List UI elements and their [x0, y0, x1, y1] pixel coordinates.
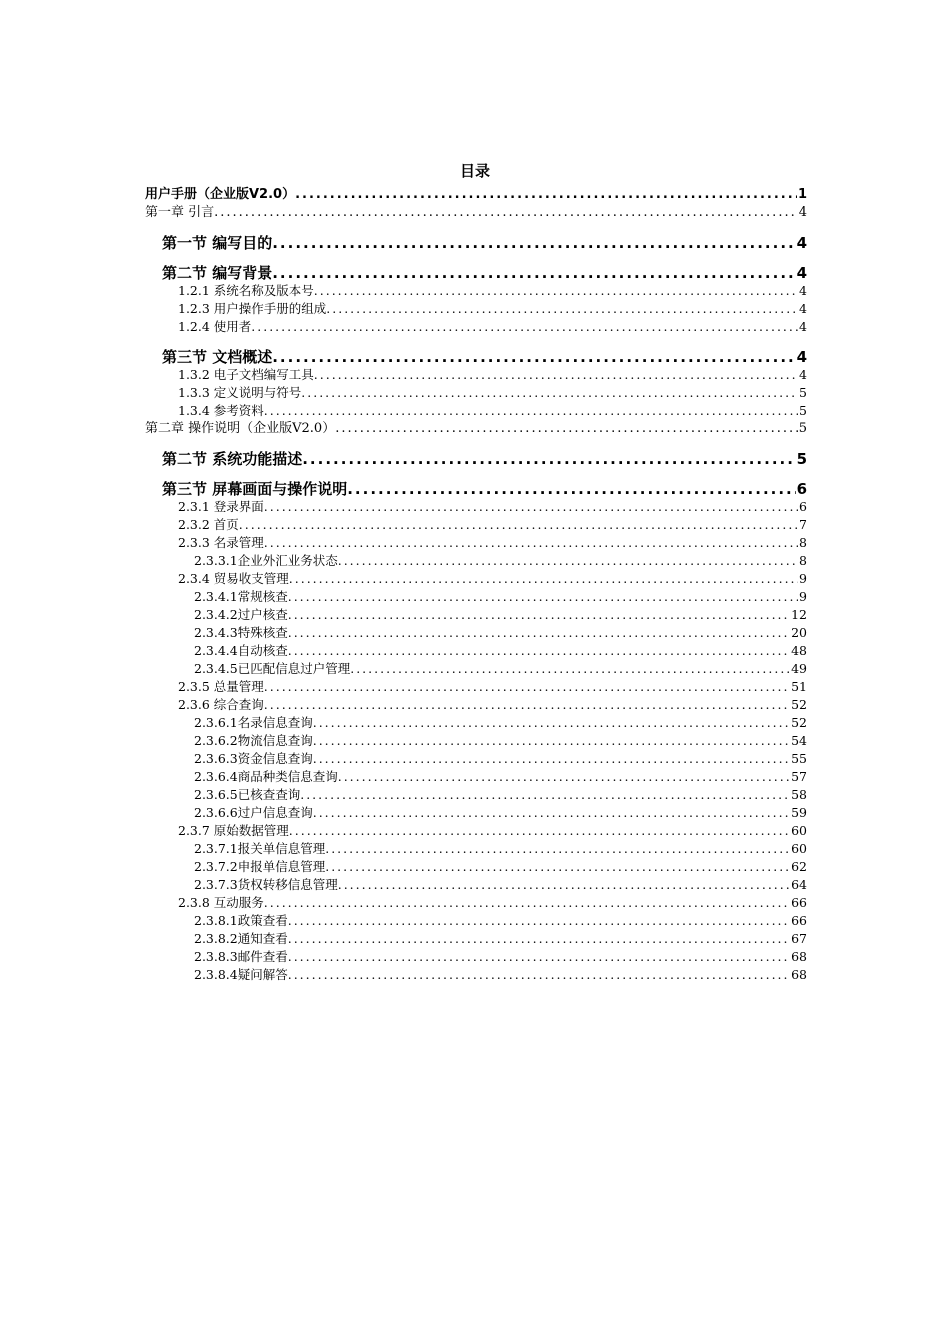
toc-entry[interactable] — [145, 840, 807, 858]
toc-entry-page-number: 64 — [791, 877, 807, 892]
toc-entry[interactable] — [145, 402, 807, 420]
toc-entry[interactable] — [145, 750, 807, 768]
toc-leader-dots — [325, 858, 790, 876]
toc-leader-dots — [314, 366, 798, 384]
toc-entry-page-number: 58 — [791, 787, 807, 802]
toc-entry-page-number: 4 — [798, 205, 807, 220]
toc-leader-dots — [272, 234, 795, 252]
toc-leader-dots — [264, 498, 798, 516]
toc-leader-dots — [288, 966, 790, 984]
toc-entry-label: 2.3.7.3货权转移信息管理 — [194, 877, 338, 892]
toc-entry[interactable] — [145, 606, 807, 624]
toc-entry-label: 2.3.6.5已核查查询 — [194, 787, 301, 802]
toc-entry-page-number: 12 — [791, 607, 807, 622]
toc-leader-dots — [264, 894, 790, 912]
toc-leader-dots — [264, 678, 790, 696]
toc-leader-dots — [288, 930, 790, 948]
toc-entry[interactable] — [145, 420, 807, 438]
toc-entry-page-number: 60 — [791, 841, 807, 856]
toc-entry-page-number: 5 — [799, 403, 807, 418]
toc-leader-dots — [289, 570, 798, 588]
toc-entry-page-number: 48 — [791, 643, 807, 658]
toc-leader-dots — [295, 186, 797, 204]
toc-entry-page-number: 66 — [791, 913, 807, 928]
toc-entry-label: 第二章 操作说明（企业版V2.0） — [145, 421, 336, 436]
toc-entry-label: 2.3.6 综合查询 — [178, 697, 264, 712]
toc-entry-page-number: 52 — [791, 715, 807, 730]
toc-leader-dots — [350, 660, 790, 678]
toc-entry-page-number: 68 — [791, 967, 807, 982]
toc-entry-label: 2.3.7 原始数据管理 — [178, 823, 289, 838]
toc-entry-page-number: 66 — [791, 895, 807, 910]
toc-entry[interactable] — [145, 966, 807, 984]
toc-entry-label: 2.3.1 登录界面 — [178, 499, 264, 514]
toc-entry[interactable] — [145, 384, 807, 402]
toc-entry[interactable] — [145, 696, 807, 714]
toc-entry-label: 第三节 屏幕画面与操作说明 — [162, 480, 348, 498]
toc-entry-label: 2.3.5 总量管理 — [178, 679, 264, 694]
toc-entry-label: 2.3.4.1常规核查 — [194, 589, 288, 604]
toc-entry-label: 2.3.7.1报关单信息管理 — [194, 841, 326, 856]
toc-entry-page-number: 4 — [796, 234, 807, 252]
toc-leader-dots — [335, 420, 798, 438]
toc-entry-page-number: 4 — [796, 264, 807, 282]
toc-leader-dots — [264, 696, 790, 714]
toc-entry-page-number: 54 — [791, 733, 807, 748]
toc-entry-page-number: 59 — [791, 805, 807, 820]
toc-entry[interactable] — [145, 876, 807, 894]
toc-entry-page-number: 49 — [791, 661, 807, 676]
toc-entry-label: 2.3.6.1名录信息查询 — [194, 715, 313, 730]
toc-leader-dots — [289, 822, 790, 840]
toc-leader-dots — [288, 642, 790, 660]
toc-entry-label: 1.2.3 用户操作手册的组成 — [178, 301, 327, 316]
toc-entry-label: 用户手册（企业版V2.0） — [145, 187, 296, 202]
toc-entry-label: 2.3.4 贸易收支管理 — [178, 571, 289, 586]
toc-entry-label: 第一章 引言 — [145, 205, 215, 220]
toc-entry[interactable] — [145, 300, 807, 318]
toc-entry-label: 2.3.8.2通知查看 — [194, 931, 288, 946]
toc-entry[interactable] — [145, 624, 807, 642]
toc-title: 目录 — [459, 162, 490, 180]
toc-entry-label: 2.3.4.2过户核查 — [194, 607, 288, 622]
toc-leader-dots — [288, 606, 790, 624]
toc-leader-dots — [264, 402, 798, 420]
toc-entry-label: 第一节 编写目的 — [162, 234, 273, 252]
toc-entry-page-number: 55 — [791, 751, 807, 766]
table-of-contents — [145, 186, 807, 984]
toc-entry[interactable] — [145, 516, 807, 534]
toc-entry-label: 1.2.1 系统名称及版本号 — [178, 283, 314, 298]
toc-entry-page-number: 5 — [799, 385, 807, 400]
toc-entry-page-number: 4 — [799, 283, 807, 298]
toc-entry[interactable] — [145, 498, 807, 516]
toc-leader-dots — [314, 282, 798, 300]
toc-entry-page-number: 5 — [798, 421, 807, 436]
toc-entry-label: 2.3.6.4商品种类信息查询 — [194, 769, 338, 784]
toc-leader-dots — [325, 840, 790, 858]
toc-leader-dots — [214, 204, 798, 222]
toc-entry-label: 2.3.8.3邮件查看 — [194, 949, 288, 964]
toc-entry-label: 1.3.4 参考资料 — [178, 403, 264, 418]
toc-leader-dots — [288, 912, 790, 930]
toc-entry-page-number: 7 — [799, 517, 807, 532]
toc-entry[interactable] — [145, 786, 807, 804]
toc-entry-page-number: 51 — [791, 679, 807, 694]
toc-entry[interactable] — [145, 264, 807, 282]
toc-entry-page-number: 6 — [796, 480, 807, 498]
toc-entry-page-number: 67 — [791, 931, 807, 946]
toc-entry-page-number: 9 — [799, 589, 807, 604]
toc-entry-page-number: 57 — [791, 769, 807, 784]
toc-entry[interactable] — [145, 366, 807, 384]
toc-entry-label: 2.3.7.2申报单信息管理 — [194, 859, 326, 874]
toc-leader-dots — [264, 534, 798, 552]
toc-leader-dots — [313, 804, 790, 822]
toc-entry-label: 2.3.3 名录管理 — [178, 535, 264, 550]
toc-entry[interactable] — [145, 912, 807, 930]
toc-leader-dots — [347, 480, 795, 498]
toc-entry[interactable] — [145, 552, 807, 570]
toc-entry[interactable] — [145, 732, 807, 750]
toc-entry[interactable] — [145, 534, 807, 552]
toc-entry-label: 2.3.4.4自动核查 — [194, 643, 288, 658]
toc-entry[interactable] — [145, 822, 807, 840]
toc-leader-dots — [302, 450, 795, 468]
toc-entry-page-number: 9 — [799, 571, 807, 586]
toc-entry-label: 2.3.8.1政策查看 — [194, 913, 288, 928]
toc-entry-label: 2.3.4.5已匹配信息过户管理 — [194, 661, 351, 676]
toc-entry-page-number: 60 — [791, 823, 807, 838]
toc-leader-dots — [288, 624, 790, 642]
toc-entry[interactable] — [145, 234, 807, 252]
toc-entry-label: 第二节 系统功能描述 — [162, 450, 303, 468]
toc-entry[interactable] — [145, 642, 807, 660]
toc-entry[interactable] — [145, 948, 807, 966]
toc-entry[interactable] — [145, 930, 807, 948]
toc-entry[interactable] — [145, 894, 807, 912]
toc-entry-page-number: 68 — [791, 949, 807, 964]
toc-entry[interactable] — [145, 858, 807, 876]
toc-entry[interactable] — [145, 660, 807, 678]
toc-entry-page-number: 6 — [799, 499, 807, 514]
toc-entry-label: 2.3.8 互动服务 — [178, 895, 264, 910]
toc-entry[interactable] — [145, 588, 807, 606]
toc-entry-label: 2.3.2 首页 — [178, 517, 239, 532]
toc-leader-dots — [288, 588, 798, 606]
toc-leader-dots — [272, 348, 795, 366]
toc-leader-dots — [313, 732, 790, 750]
toc-entry-label: 第三节 文档概述 — [162, 348, 273, 366]
toc-leader-dots — [326, 300, 798, 318]
toc-entry-page-number: 4 — [799, 319, 807, 334]
toc-entry-page-number: 8 — [799, 535, 807, 550]
toc-entry-label: 1.3.3 定义说明与符号 — [178, 385, 302, 400]
toc-leader-dots — [272, 264, 795, 282]
toc-entry-page-number: 4 — [799, 301, 807, 316]
toc-entry[interactable] — [145, 768, 807, 786]
toc-entry-page-number: 5 — [796, 450, 807, 468]
toc-entry-page-number: 1 — [797, 187, 807, 202]
toc-entry[interactable] — [145, 570, 807, 588]
toc-entry-label: 2.3.4.3特殊核查 — [194, 625, 288, 640]
toc-entry-label: 第二节 编写背景 — [162, 264, 273, 282]
toc-leader-dots — [313, 750, 790, 768]
toc-entry-page-number: 52 — [791, 697, 807, 712]
toc-leader-dots — [313, 714, 790, 732]
toc-entry[interactable] — [145, 318, 807, 336]
toc-entry-label: 2.3.6.6过户信息查询 — [194, 805, 313, 820]
toc-entry[interactable] — [145, 348, 807, 366]
toc-entry[interactable] — [145, 204, 807, 222]
toc-leader-dots — [338, 552, 798, 570]
toc-entry-label: 1.2.4 使用者 — [178, 319, 252, 334]
toc-entry-page-number: 4 — [799, 367, 807, 382]
toc-entry-page-number: 4 — [796, 348, 807, 366]
toc-entry[interactable] — [145, 804, 807, 822]
toc-leader-dots — [338, 876, 790, 894]
toc-entry[interactable] — [145, 282, 807, 300]
toc-entry-label: 2.3.3.1企业外汇业务状态 — [194, 553, 338, 568]
toc-leader-dots — [251, 318, 798, 336]
toc-entry-page-number: 62 — [791, 859, 807, 874]
toc-entry[interactable] — [145, 450, 807, 468]
toc-entry-page-number: 8 — [799, 553, 807, 568]
toc-entry-label: 1.3.2 电子文档编写工具 — [178, 367, 314, 382]
toc-entry[interactable] — [145, 678, 807, 696]
toc-leader-dots — [239, 516, 798, 534]
toc-entry-label: 2.3.6.3资金信息查询 — [194, 751, 313, 766]
toc-entry-label: 2.3.6.2物流信息查询 — [194, 733, 313, 748]
toc-entry[interactable] — [145, 480, 807, 498]
toc-entry-label: 2.3.8.4疑问解答 — [194, 967, 288, 982]
toc-entry-page-number: 20 — [791, 625, 807, 640]
toc-leader-dots — [288, 948, 790, 966]
toc-entry[interactable] — [145, 186, 807, 204]
toc-leader-dots — [300, 786, 790, 804]
toc-entry[interactable] — [145, 714, 807, 732]
toc-leader-dots — [338, 768, 790, 786]
toc-leader-dots — [301, 384, 798, 402]
